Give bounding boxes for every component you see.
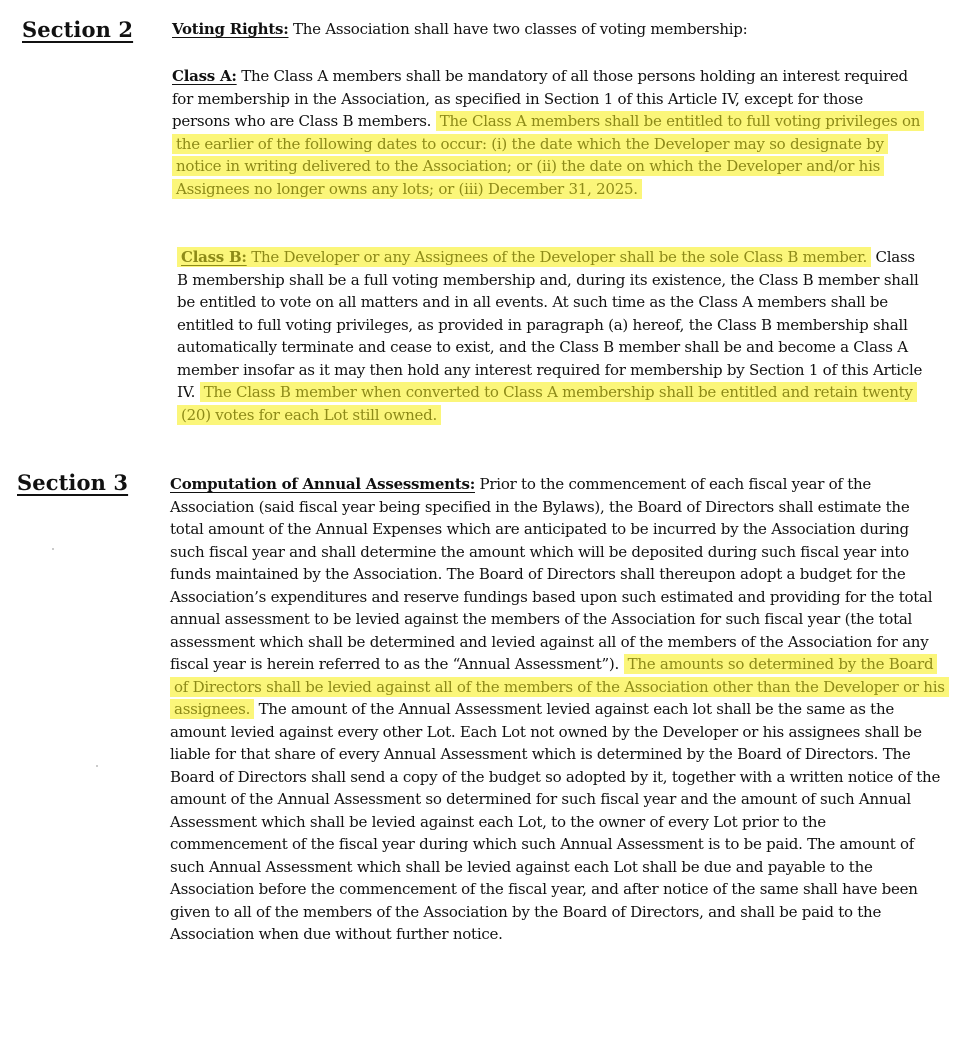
section-3-heading: Section 3 xyxy=(17,470,129,495)
class-b-lead-text: The Developer or any Assignees of the Developer shall be the sole Class B member. xyxy=(251,248,867,266)
class-b-label: Class B: xyxy=(181,248,247,266)
voting-rights-text: The Association shall have two classes of voting membership: xyxy=(293,20,748,38)
class-a-paragraph xyxy=(172,65,924,200)
class-b-paragraph xyxy=(177,246,929,426)
class-b-text: Class B membership shall be a full voting membership and, during its existence, the Class B member shall be entitled to vote on all matters and in all events. At such time as the Class A members shall be entitled to full voting privileges, as provided in paragraph (a) hereof, the Class B membership shall automatically terminate and cease to exist, and the Class B member shall be and become a Class A member insofar as it may then hold any interest required for membership by Section 1 of this Article IV. xyxy=(177,248,923,401)
class-a-text: The Class A members shall be mandatory of all those persons holding an interest required for membership in the Association, as specified in Section 1 of this Article IV, except for those persons who are Class B members. xyxy=(172,67,908,130)
scan-speck xyxy=(52,548,54,550)
computation-label: Computation of Annual Assessments: xyxy=(170,475,475,493)
computation-text-before: Prior to the commencement of each fiscal year of the Association (said fiscal year being specified in the Bylaws), the Board of Directors shall estimate the total amount of the Annual Expenses which are anticipated to be incurred by the Association during such fiscal year and shall determine the amount which will be deposited during such fiscal year into funds maintained by the Association. The Board of Directors shall thereupon adopt a budget for the Association’s expenditures and reserve fundings based upon such estimated and providing for the total annual assessment to be levied against the members of the Association for such fiscal year (the total assessment which shall be determined and levied against all of the members of the Association for any fiscal year is herein referred to as the “Annual Assessment”). xyxy=(170,475,933,673)
class-b-highlighted-lead xyxy=(177,247,871,267)
computation-paragraph xyxy=(170,473,946,946)
class-a-label: Class A: xyxy=(172,67,237,85)
computation-text-after: The amount of the Annual Assessment levied against each lot shall be the same as the amount levied against every other Lot. Each Lot not owned by the Developer or his assignees shall be liable for that share of every Annual Assessment which is determined by the Board of Directors. The Board of Directors shall send a copy of the budget so adopted by it, together with a written notice of the amount of the Annual Assessment so determined for such fiscal year and the amount of such Annual Assessment which shall be levied against each Lot, to the owner of every Lot prior to the commencement of the fiscal year during which such Annual Assessment is to be paid. The amount of such Annual Assessment which shall be levied against each Lot shall be due and payable to the Association before the commencement of the fiscal year, and after notice of the same shall have been given to all of the members of the Association by the Board of Directors, and shall be paid to the Association when due without further notice. xyxy=(170,700,941,943)
scan-speck xyxy=(96,765,98,767)
class-a-highlighted-text: The Class A members shall be entitled to full voting privileges on the earlier of the following dates to occur: (i) the date which the Developer may so designate by notice in writing delivered to the Association; or (ii) the date on which the Developer and/or his Assignees no longer owns any lots; or (iii) December 31, 2025. xyxy=(172,111,924,199)
section-2-heading: Section 2 xyxy=(22,17,134,42)
class-b-highlighted-tail: The Class B member when converted to Class A membership shall be entitled and retain twenty (20) votes for each Lot still owned. xyxy=(177,382,917,425)
voting-rights-paragraph xyxy=(172,18,942,41)
voting-rights-label: Voting Rights: xyxy=(172,20,289,38)
computation-highlighted-text: The amounts so determined by the Board of Directors shall be levied against all of the members of the Association other than the Developer or his assignees. xyxy=(170,654,949,719)
